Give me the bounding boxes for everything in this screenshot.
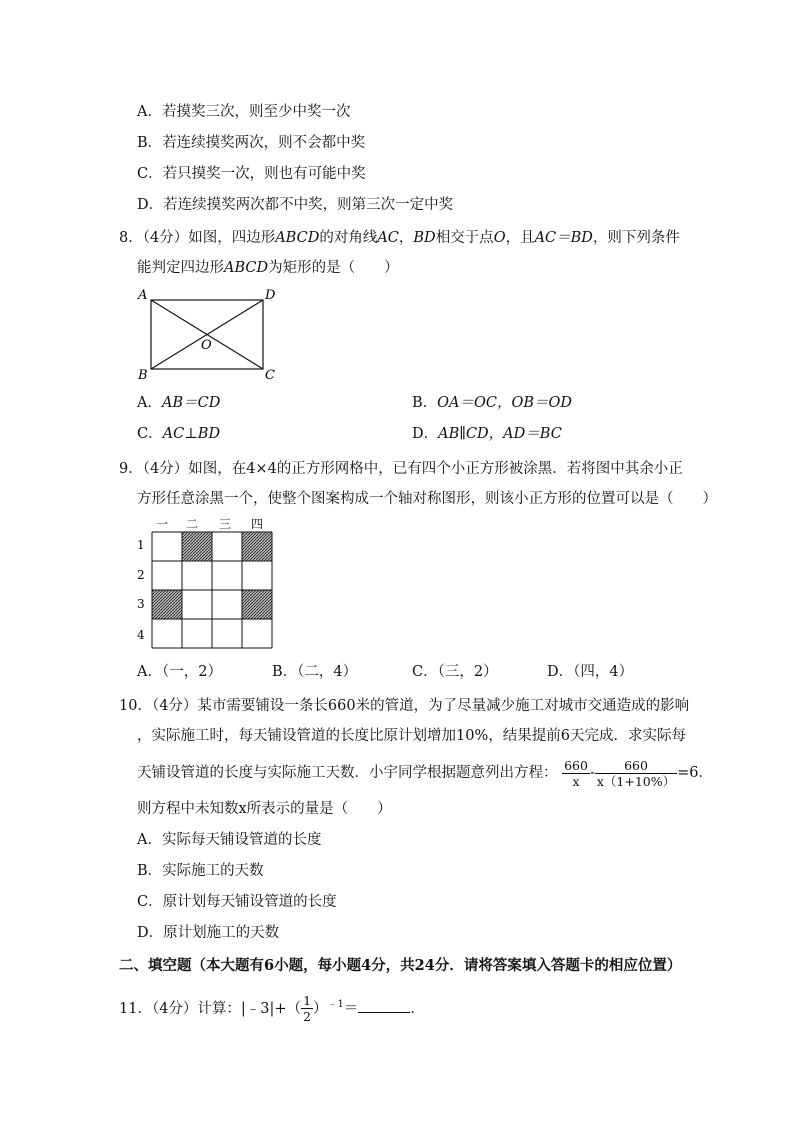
- q7-option-c: C．若只摸奖一次，则也有可能中奖: [137, 166, 366, 182]
- q9-stem-line1: 9．（4分）如图，在4×4的正方形网格中，已有四个小正方形被涂黑．若将图中其余小正: [119, 461, 683, 477]
- q11-fraction: $\frac{1}{2}$: [303, 993, 312, 1025]
- q8-option-a: A．AB＝CD: [137, 395, 221, 411]
- q8-stem-line1: 8．（4分）如图，四边形ABCD的对角线AC，BD相交于点O，且AC＝BD，则下列条件: [119, 230, 680, 246]
- q9-option-c: C．（三，2）: [412, 664, 498, 680]
- q10-stem-line2: ，实际施工时，每天铺设管道的长度比原计划增加10%，结果提前6天完成．求实际每: [137, 728, 686, 744]
- q9-stem-line2: 方形任意涂黑一个，使整个图案构成一个轴对称图形，则该小正方形的位置可以是（ ）: [137, 491, 717, 507]
- q10-option-b: B．实际施工的天数: [137, 863, 264, 879]
- q8-option-b: B．OA＝OC，OB＝OD: [412, 395, 573, 411]
- q11-answer-blank[interactable]: [358, 998, 410, 1013]
- q10-option-d: D．原计划施工的天数: [137, 925, 280, 941]
- column-header-1: 一: [155, 517, 169, 531]
- q10-stem-line4: 则方程中未知数x所表示的量是（ ）: [137, 801, 392, 817]
- equation-fraction-1: $\frac{660}{x}$: [564, 757, 588, 789]
- q8-rectangle-figure: [130, 284, 290, 386]
- shaded-cell-r3-c4: [242, 590, 272, 619]
- row-label-3: 3: [137, 597, 145, 611]
- q10-option-c: C．原计划每天铺设管道的长度: [137, 894, 337, 910]
- q7-option-d: D．若连续摸奖两次都不中奖，则第三次一定中奖: [137, 197, 454, 213]
- q10-stem-line3: 天铺设管道的长度与实际施工天数．小宇同学根据题意列出方程： $\frac{660}{x}$ - $\frac{660}{x(1+10\%)}$ =6．: [137, 757, 714, 789]
- shaded-cell-r1-c4: [242, 532, 272, 561]
- q9-option-d: D．（四，4）: [547, 664, 634, 680]
- label-d: D: [265, 288, 276, 303]
- column-header-4: 四: [250, 517, 264, 531]
- equation-fraction-2: $\frac{660}{x(1+10\%)}$: [596, 757, 676, 789]
- equation-tail: =6．: [677, 765, 714, 781]
- q8-option-d: D．AB∥CD，AD＝BC: [412, 426, 562, 442]
- label-b: B: [138, 368, 148, 383]
- q8-stem-line2: 能判定四边形ABCD为矩形的是（ ）: [137, 260, 399, 276]
- shaded-cell-r3-c1: [152, 590, 182, 619]
- q11-stem: 11．（4分）计算：|﹣3|+（ $\frac{1}{2}$ ）$^{﹣1}$＝ ．: [119, 993, 425, 1025]
- row-label-2: 2: [137, 568, 145, 582]
- q9-grid-figure: [130, 512, 280, 652]
- label-c: C: [265, 368, 275, 383]
- shaded-cell-r1-c2: [182, 532, 212, 561]
- q10-option-a: A．实际每天铺设管道的长度: [137, 832, 322, 848]
- label-a: A: [138, 288, 148, 303]
- q10-stem-line1: 10．（4分）某市需要铺设一条长660米的管道，为了尽量减少施工对城市交通造成的影响: [119, 698, 690, 714]
- column-header-3: 三: [218, 517, 232, 531]
- section-2-heading: 二、填空题（本大题有6小题，每小题4分，共24分．请将答案填入答题卡的相应位置）: [119, 957, 682, 974]
- column-header-2: 二: [185, 517, 199, 531]
- q7-option-a: A．若摸奖三次，则至少中奖一次: [137, 104, 351, 120]
- row-label-1: 1: [137, 538, 145, 552]
- q8-option-c: C．AC⊥BD: [137, 426, 221, 442]
- q7-option-b: B．若连续摸奖两次，则不会都中奖: [137, 135, 366, 151]
- row-label-4: 4: [137, 628, 145, 642]
- label-o: O: [201, 338, 212, 353]
- q9-option-a: A．（一，2）: [137, 664, 222, 680]
- q9-option-b: B．（二，4）: [272, 664, 358, 680]
- equation-minus: -: [589, 765, 595, 781]
